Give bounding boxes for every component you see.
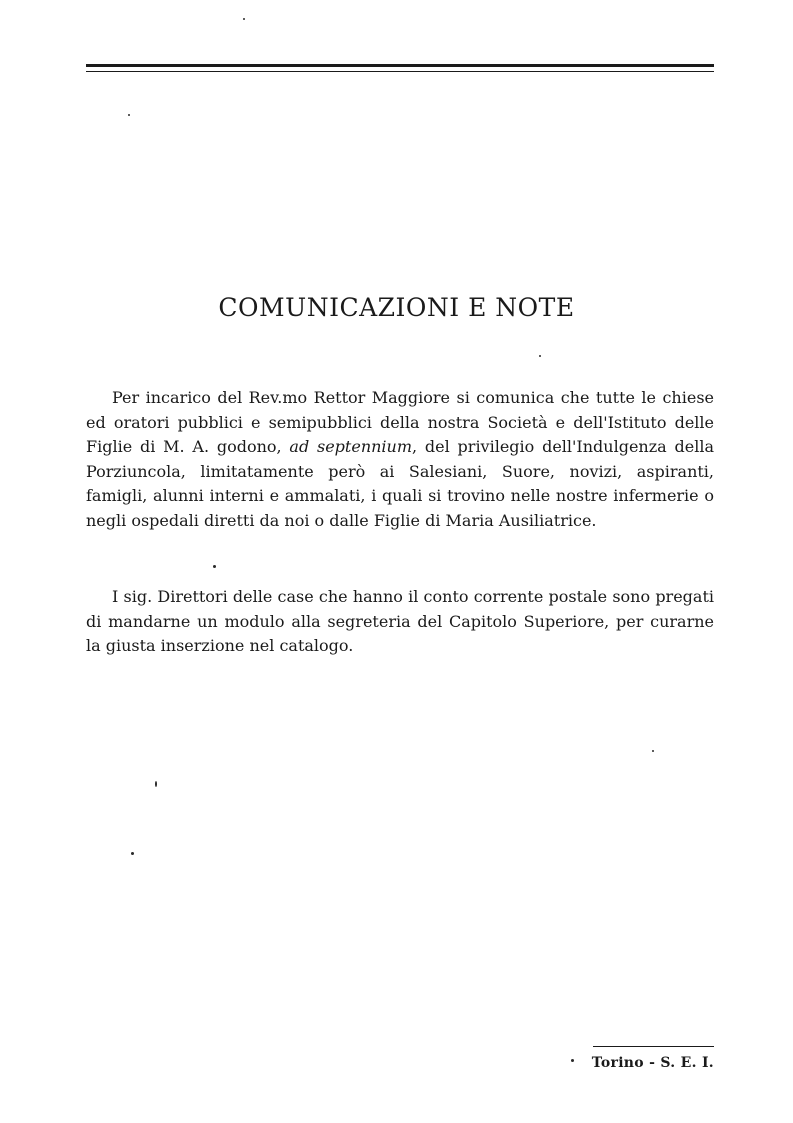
scan-speck [539,355,541,357]
scan-speck [571,1059,574,1062]
paragraph-indulgence-text-start: Per incarico del Rev.mo Rettor Maggiore si comunica che tutte le chiese ed oratori pubblici e semipubblici della nostra Società e dell'Istituto delle Figlie di M. A. godono, [86,388,714,457]
scan-speck [131,852,134,855]
printer-imprint: Torino - S. E. I. [591,1055,714,1071]
scan-speck [128,114,130,116]
scan-speck [652,750,654,752]
paragraph-postal-account: I sig. Direttori delle case che hanno il conto corrente postale sono pregati di mandarne un modulo alla segreteria del Capitolo Superiore, per curarne la giusta inserzione nel catalogo. [86,587,714,656]
top-rule [86,64,714,67]
paragraph-indulgence-emphasis: ad septennium [289,437,413,457]
page-title: COMUNICAZIONI E NOTE [218,293,575,322]
scan-speck [155,781,157,787]
top-rule-thin [86,71,714,72]
paragraph-indulgence-text-end: , del privilegio dell'Indulgenza della Porziuncola, limitatamente però ai Salesiani, Suore, novizi, aspiranti, famigli, alunni interni e ammalati, i quali si trovino nelle nostre infermerie o negli ospedali diretti da noi o dalle Figlie di Maria Ausiliatrice. [86,437,714,530]
scan-speck [213,565,216,568]
imprint-rule [593,1046,714,1047]
scan-speck [243,18,245,20]
paragraph-indulgence [86,386,714,534]
